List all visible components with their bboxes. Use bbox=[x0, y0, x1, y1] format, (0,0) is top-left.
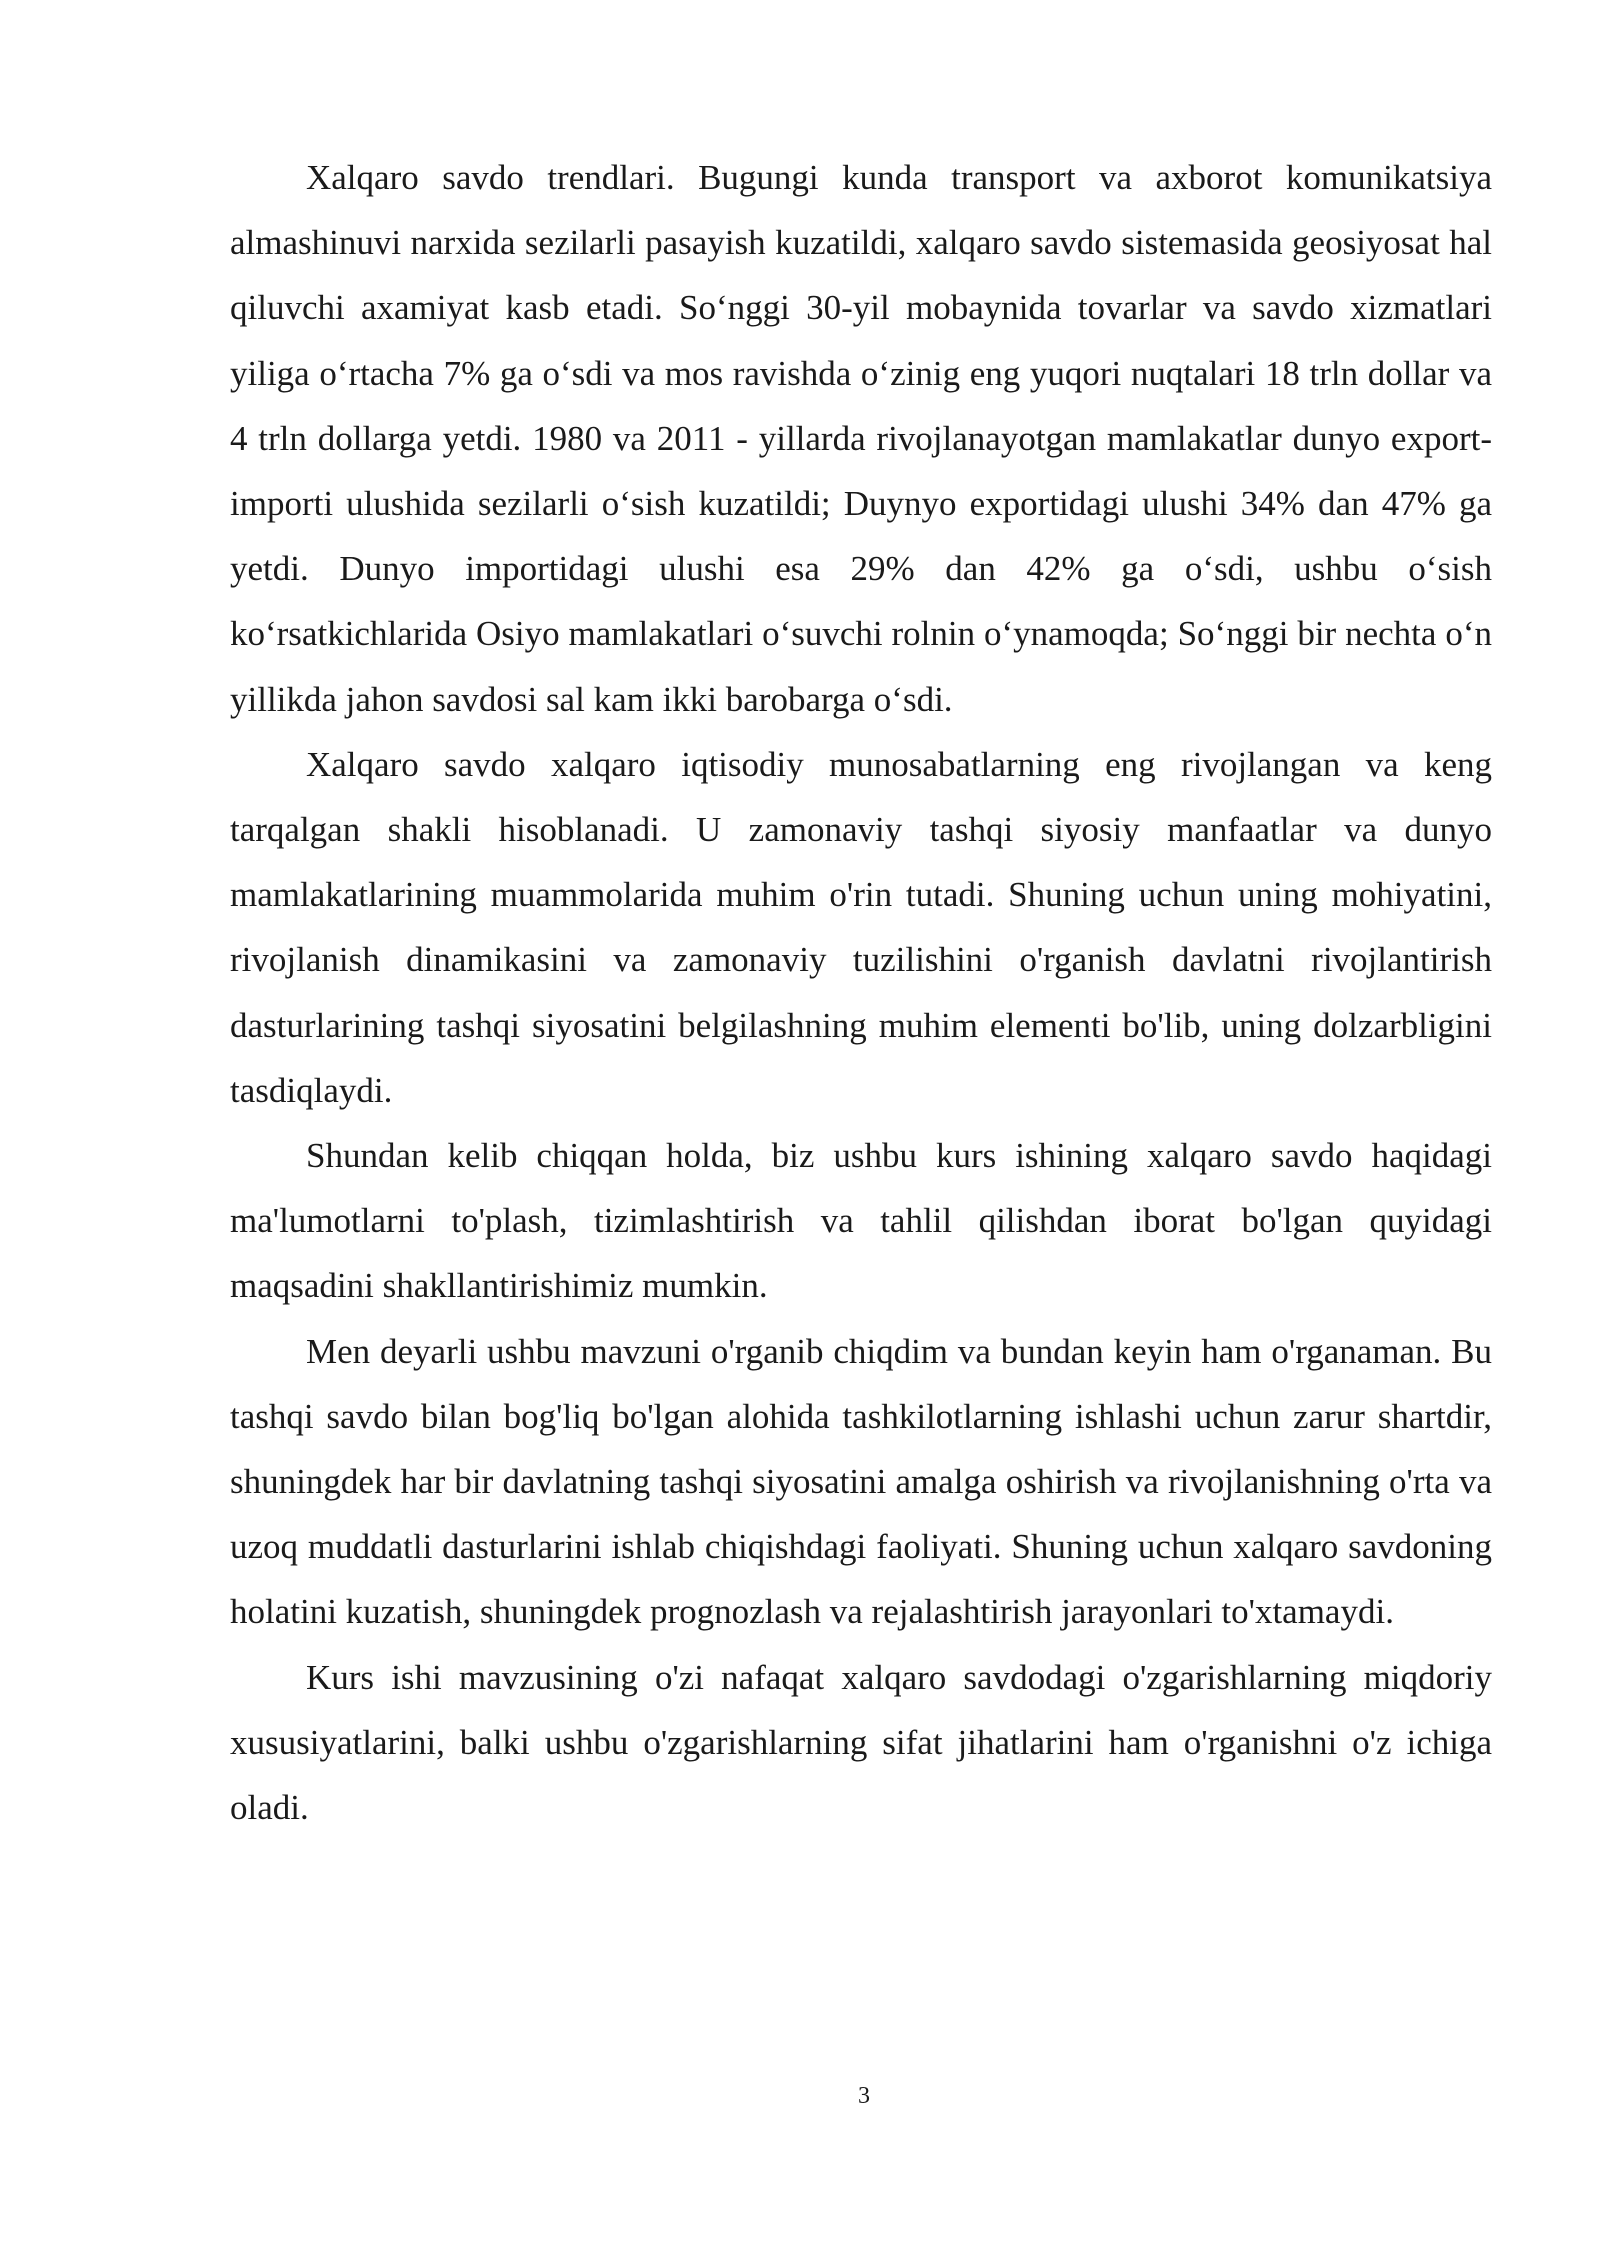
paragraph-aim: Shundan kelib chiqqan holda, biz ushbu kurs ishining xalqaro savdo haqidagi ma'lumotlarni to'plash, tizimlashtirish va tahlil qilishdan iborat bo'lgan quyidagi maqsadini shakllantirishimiz mumkin. bbox=[230, 1136, 1492, 1306]
paragraph-relations: Xalqaro savdo xalqaro iqtisodiy munosabatlarning eng rivojlangan va keng tarqalgan shakli hisoblanadi. U zamonaviy tashqi siyosiy manfaatlar va dunyo mamlakatlarining muammolarida muhim o'rin tutadi. Shuning uchun uning mohiyatini, rivojlanish dinamikasini va zamonaviy tuzilishini o'rganish davlatni rivojlantirish dasturlarining tashqi siyosatini belgilashning muhim elementi bo'lib, uning dolzarbligini tasdiqlaydi. bbox=[230, 744, 1492, 1110]
body-text bbox=[230, 145, 1492, 1840]
paragraph-trends: Xalqaro savdo trendlari. Bugungi kunda transport va axborot komunikatsiya almashinuvi narxida sezilarli pasayish kuzatildi, xalqaro savdo sistemasida geosiyosat hal qiluvchi axamiyat kasb etadi. So‘nggi 30-yil mobaynida tovarlar va savdo xizmatlari yiliga o‘rtacha 7% ga o‘sdi va mos ravishda o‘zinig eng yuqori nuqtalari 18 trln dollar va 4 trln dollarga yetdi. 1980 va 2011 - yillarda rivojlanayotgan mamlakatlar dunyo export-importi ulushida sezilarli o‘sish kuzatildi; Duynyo exportidagi ulushi 34% dan 47% ga yetdi. Dunyo importidagi ulushi esa 29% dan 42% ga o‘sdi, ushbu o‘sish ko‘rsatkichlarida Osiyo mamlakatlari o‘suvchi rolnin o‘ynamoqda; So‘nggi bir nechta o‘n yillikda jahon savdosi sal kam ikki barobarga o‘sdi. bbox=[230, 158, 1492, 719]
paragraph-study: Men deyarli ushbu mavzuni o'rganib chiqdim va bundan keyin ham o'rganaman. Bu tashqi savdo bilan bog'liq bo'lgan alohida tashkilotlarning ishlashi uchun zarur shartdir, shuningdek har bir davlatning tashqi siyosatini amalga oshirish va rivojlanishning o'rta va uzoq muddatli dasturlarini ishlab chiqishdagi faoliyati. Shuning uchun xalqaro savdoning holatini kuzatish, shuningdek prognozlash va rejalashtirish jarayonlari to'xtamaydi. bbox=[230, 1331, 1492, 1632]
paragraph-scope: Kurs ishi mavzusining o'zi nafaqat xalqaro savdodagi o'zgarishlarning miqdoriy xususiyatlarini, balki ushbu o'zgarishlarning sifat jihatlarini ham o'rganishni o'z ichiga oladi. bbox=[230, 1657, 1492, 1828]
page-number: 3 bbox=[858, 2083, 870, 2109]
